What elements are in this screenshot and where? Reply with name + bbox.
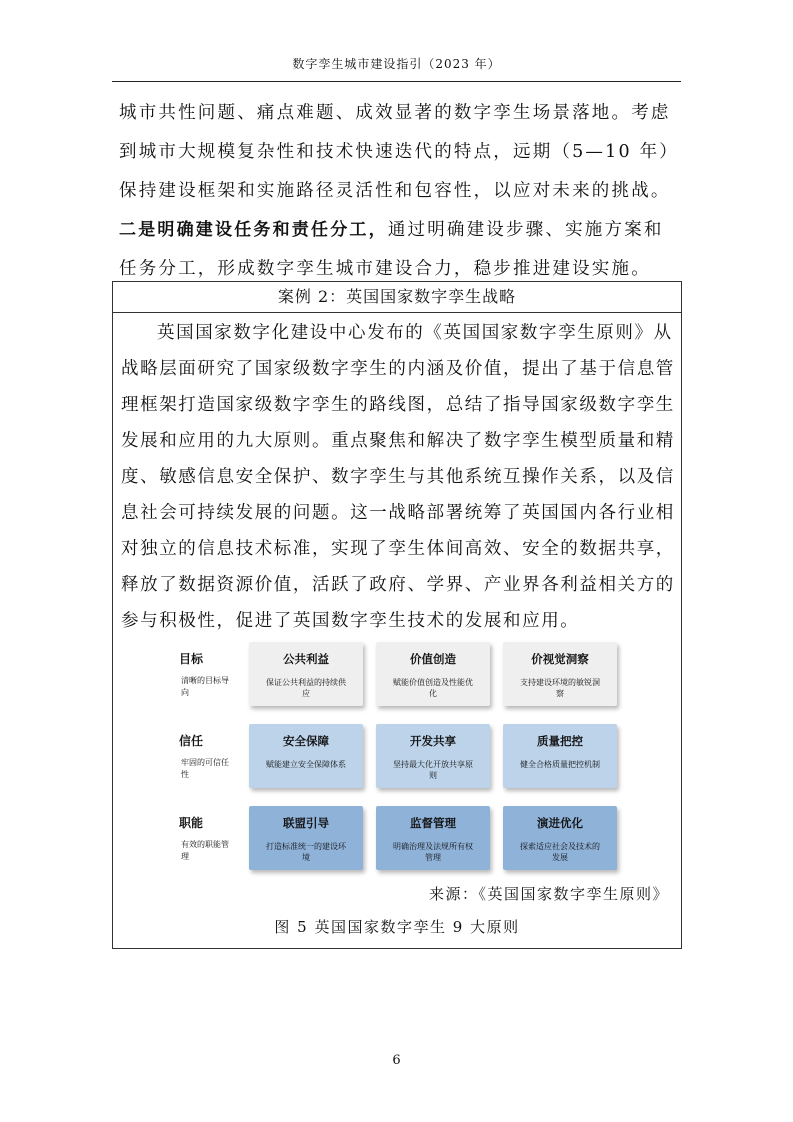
case-title: 案例 2：英国国家数字孪生战略 (113, 282, 681, 313)
card-title: 公共利益 (283, 652, 329, 666)
case-paragraph: 英国国家数字化建设中心发布的《英国国家数字孪生原则》从战略层面研究了国家级数字孪生的内涵及价值，提出了基于信息管理框架打造国家级数字孪生的路线图，总结了指导国家级数字孪生发展和应用的九大原则。重点聚焦和解决了数字孪生模型质量和精度、敏感信息安全保护、数字孪生与其他系统互操作关系，以及信息社会可持续发展的问题。这一战略部署统筹了英国国内各行业相对独立的信息技术标准，实现了孪生体间高效、安全的数据共享，释放了数据资源价值，活跃了政府、学界、产业界各利益相关方的参与积极性，促进了英国数字孪生技术的发展和应用。 (121, 323, 675, 631)
card-desc: 明确治理及法规所有权管理 (393, 842, 473, 862)
page-number: 6 (392, 1053, 401, 1068)
card-title: 联盟引导 (283, 816, 329, 830)
card-title: 演进优化 (537, 816, 583, 830)
row-title: 目标 (179, 652, 204, 666)
body-paragraph (119, 94, 681, 289)
card-desc: 赋能价值创造及性能优化 (393, 678, 473, 698)
row-subtitle: 有效的职能管理 (181, 840, 229, 861)
card-title: 监督管理 (410, 816, 456, 830)
card-desc: 支持建设环境的敏锐洞察 (520, 678, 600, 698)
row-subtitle: 清晰的目标导向 (181, 676, 229, 697)
card-desc: 坚持最大化开放共享原则 (393, 760, 473, 780)
case-box (112, 281, 682, 949)
card-desc: 保证公共利益的持续供应 (266, 678, 346, 698)
card-desc: 健全合格质量把控机制 (520, 760, 600, 769)
principle-card (376, 724, 490, 788)
principle-card (503, 642, 617, 706)
principle-card (503, 724, 617, 788)
body-text: 城市共性问题、痛点难题、成效显著的数字孪生场景落地。考虑到城市大规模复杂性和技术快速迭代的特点，远期（5—10 年）保持建设框架和实施路径灵活性和包容性，以应对未来的挑战。 (119, 103, 679, 201)
principle-card (249, 642, 363, 706)
row-title: 信任 (179, 734, 204, 748)
body-bold-text: 二是明确建设任务和责任分工， (119, 220, 388, 240)
principle-card (249, 806, 363, 870)
card-title: 开发共享 (410, 734, 456, 748)
figure-caption: 图 5 英国国家数字孪生 9 大原则 (274, 918, 520, 936)
card-desc: 赋能建立安全保障体系 (266, 760, 346, 769)
principle-card (249, 724, 363, 788)
card-title: 价视觉洞察 (531, 652, 589, 666)
card-title: 质量把控 (537, 734, 583, 748)
principle-card (376, 642, 490, 706)
card-title: 价值创造 (410, 652, 456, 666)
principle-card (503, 806, 617, 870)
row-title: 职能 (179, 816, 204, 830)
figure-source: 来源：《英国国家数字孪生原则》 (428, 885, 669, 903)
card-desc: 探索适应社会及技术的发展 (520, 842, 600, 862)
body-text: 通过明确建设步骤、实施方案和任务分工，形成数字孪生城市建设合力，稳步推进建设实施。 (119, 220, 664, 279)
page-header: 数字孪生城市建设指引（2023 年） (292, 57, 501, 71)
principle-card (376, 806, 490, 870)
card-title: 安全保障 (283, 734, 329, 748)
card-desc: 打造标准统一的建设环境 (266, 842, 346, 862)
principles-diagram (167, 636, 627, 876)
row-subtitle: 牢固的可信任性 (181, 758, 229, 779)
header-divider (112, 81, 681, 82)
